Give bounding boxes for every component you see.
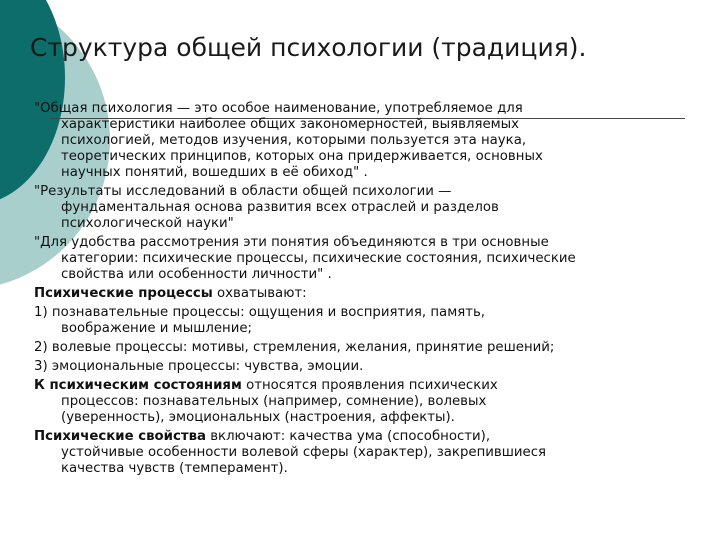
slide-body bbox=[34, 101, 718, 480]
paragraph bbox=[34, 101, 718, 181]
paragraph-text: охватывают: bbox=[212, 286, 307, 301]
paragraph bbox=[34, 429, 718, 477]
paragraph-text: относятся проявления психических процессов: познавательных (например, сомнение), волевых (уверенность), эмоциональных (настроения, аффекты). bbox=[61, 378, 498, 425]
paragraph-bold-lead: Психические свойства bbox=[34, 429, 206, 444]
paragraph-bold-lead: К психическим состояниям bbox=[34, 378, 242, 393]
paragraph-text: 1) познавательные процессы: ощущения и восприятия, память, воображение и мышление; bbox=[34, 305, 486, 336]
paragraph bbox=[34, 235, 718, 283]
paragraph-text: 2) волевые процессы: мотивы, стремления, желания, принятие решений; bbox=[34, 340, 555, 355]
paragraph bbox=[34, 359, 718, 375]
paragraph-bold-lead: Психические процессы bbox=[34, 286, 213, 301]
paragraph bbox=[34, 378, 718, 426]
paragraph-text: 3) эмоциональные процессы: чувства, эмоции. bbox=[34, 359, 364, 374]
paragraph-text: "Результаты исследований в области общей психологии — фундаментальная основа развития всех отраслей и разделов психологической науки" bbox=[34, 184, 499, 231]
paragraph-text: "Для удобства рассмотрения эти понятия объединяются в три основные категории: психические процессы, психические состояния, психические свойства или особенности личности" . bbox=[34, 235, 576, 282]
paragraph bbox=[34, 305, 718, 337]
paragraph bbox=[34, 286, 718, 302]
paragraph bbox=[34, 340, 718, 356]
paragraph-text: включают: качества ума (способности), устойчивые особенности волевой сферы (характер), закрепившиеся качества чувств (темперамент). bbox=[61, 429, 547, 476]
paragraph bbox=[34, 184, 718, 232]
slide-title: Структура общей психологии (традиция). bbox=[30, 33, 587, 62]
paragraph-text: "Общая психология — это особое наименование, употребляемое для характеристики наиболее общих закономерностей, выявляемых психологией, методов изучения, которыми пользуется эта наука, теоретических принципов, которых она придерживается, основных научных понятий, вошедших в её обиход" . bbox=[34, 101, 543, 180]
